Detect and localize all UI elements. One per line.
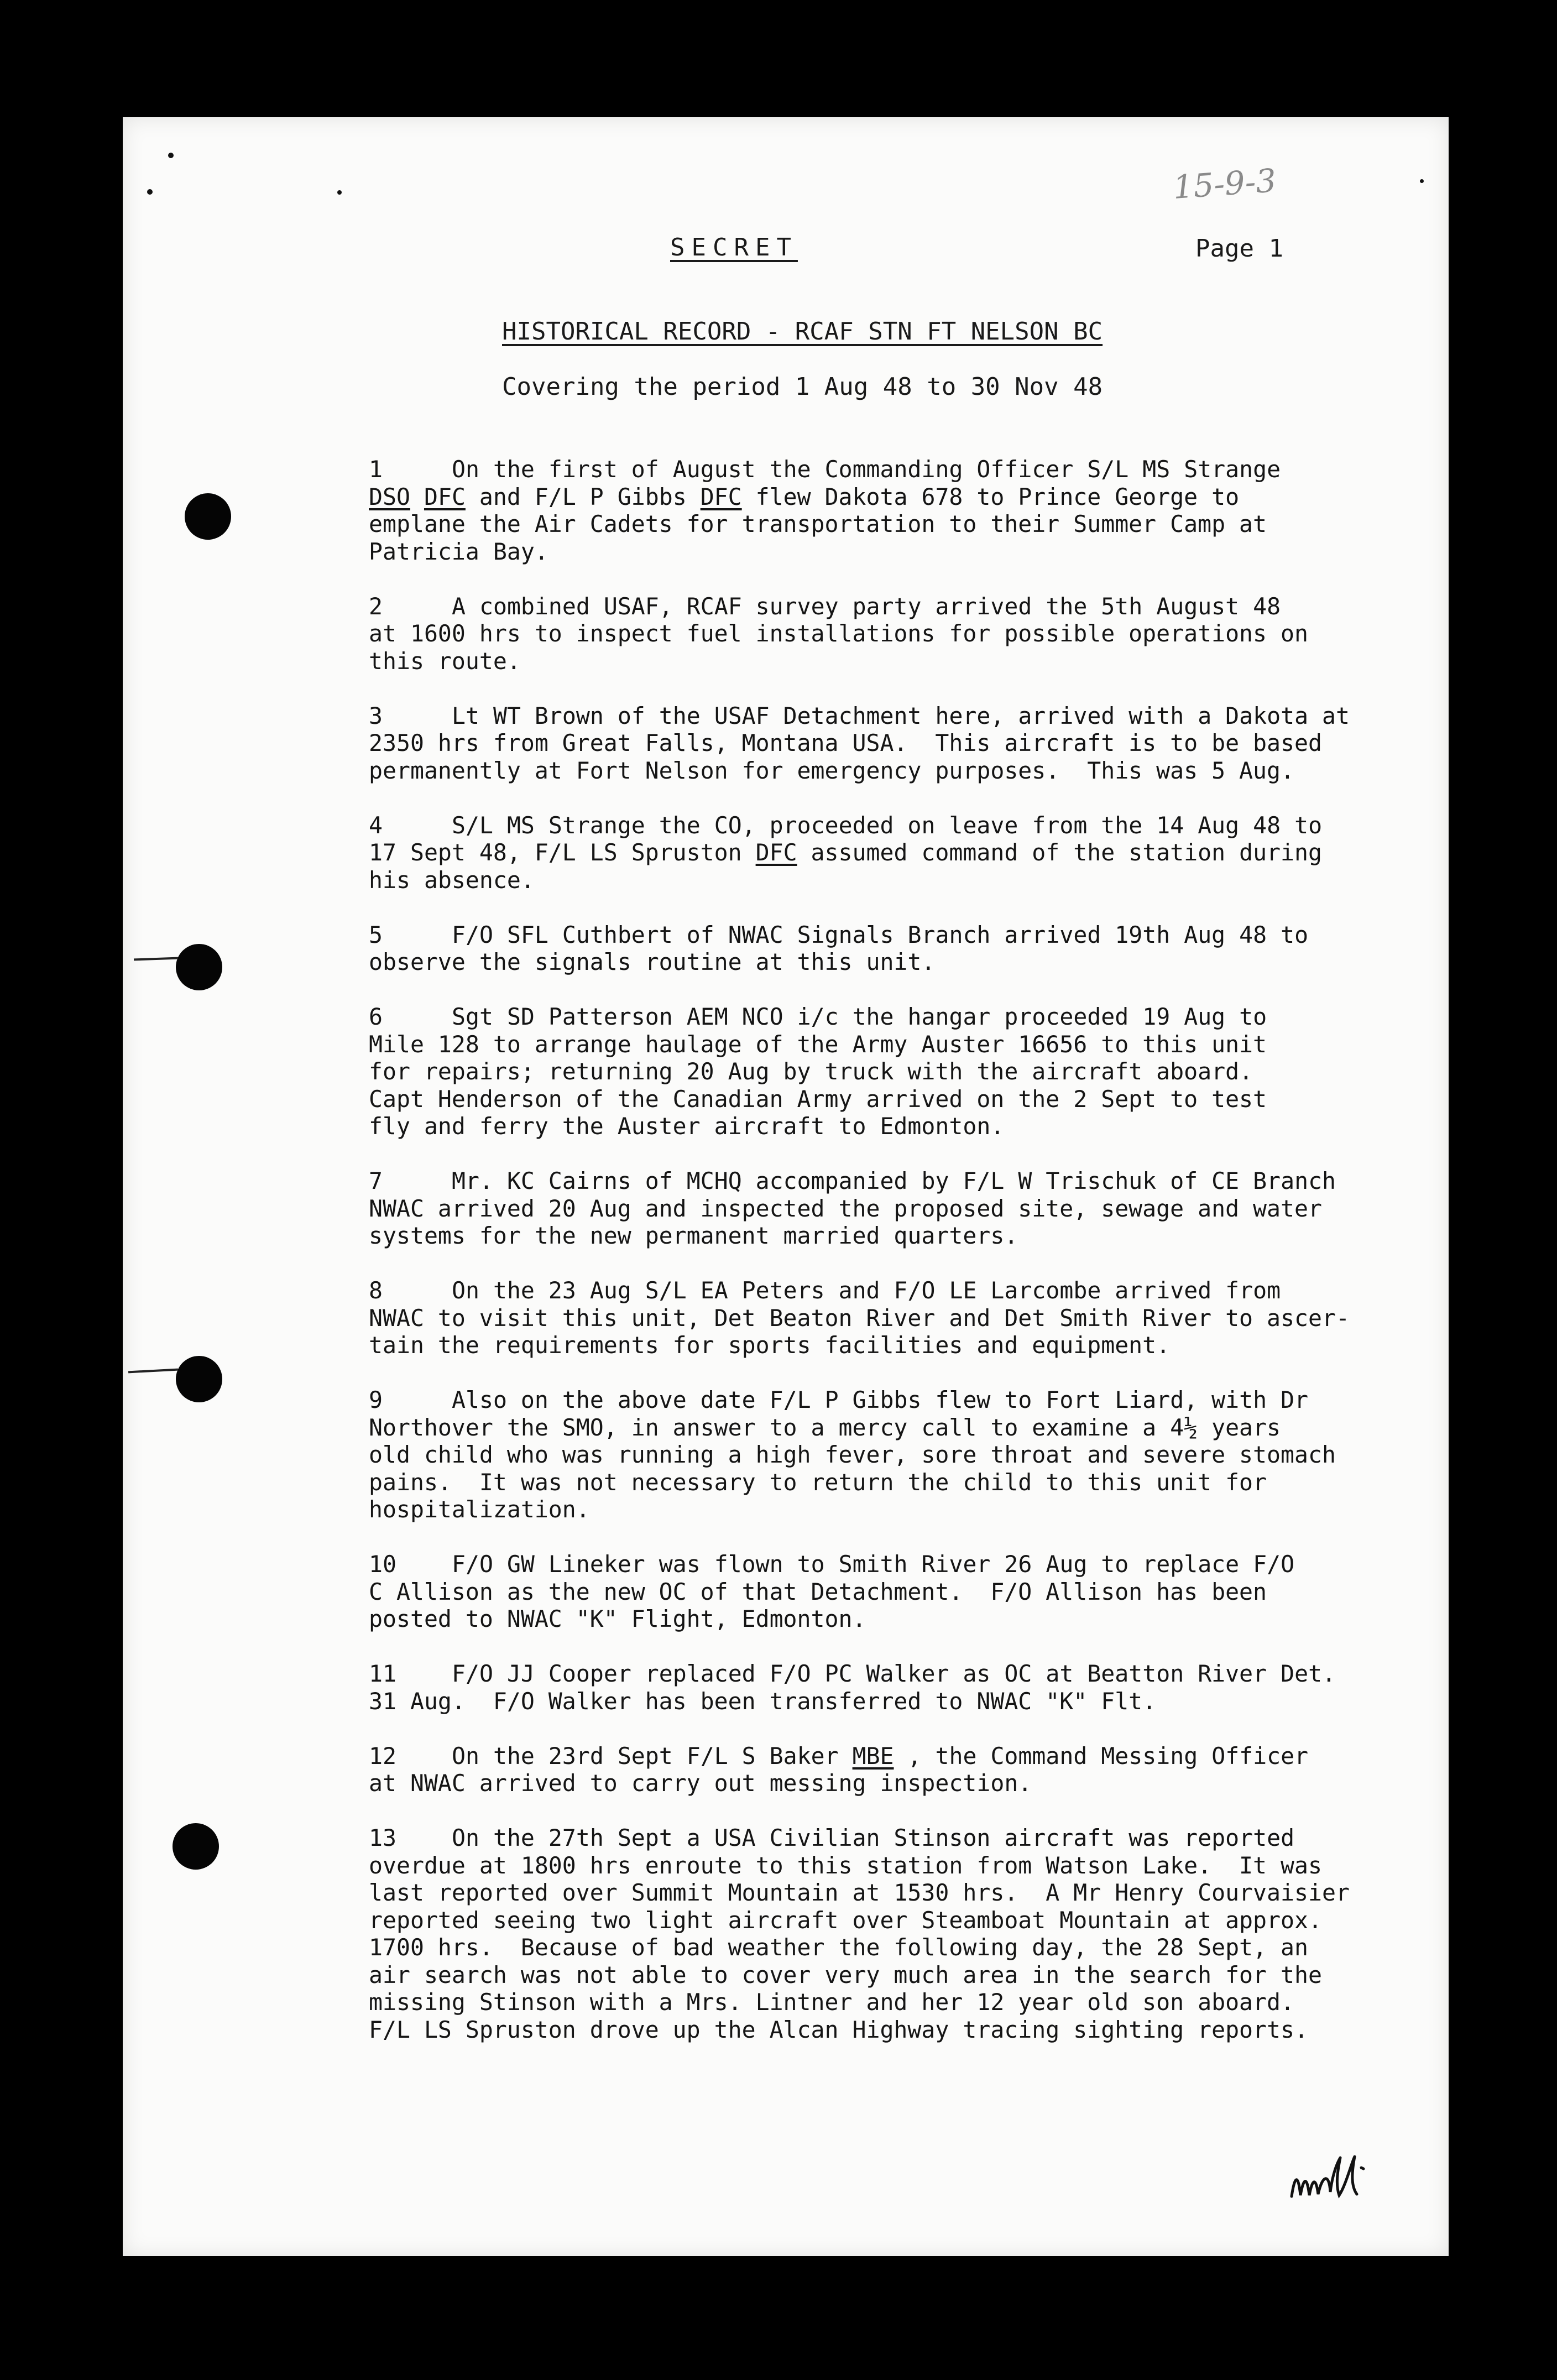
line-text: his absence. xyxy=(369,866,535,894)
handwritten-file-reference: 15-9-3 xyxy=(1172,161,1278,207)
security-classification: SECRET xyxy=(670,233,798,262)
line-text: S/L MS Strange the CO, proceeded on leave from the 14 Aug 48 to xyxy=(452,811,1323,839)
paragraph xyxy=(369,1386,1430,1523)
line-text: observe the signals routine at this unit. xyxy=(369,948,936,975)
paragraph-line xyxy=(369,1195,1430,1223)
paragraph-line xyxy=(369,593,1430,620)
paragraph-line xyxy=(369,1441,1430,1469)
line-text: NWAC arrived 20 Aug and inspected the proposed site, sewage and water xyxy=(369,1194,1322,1222)
line-text: this route. xyxy=(369,647,521,675)
line-text: permanently at Fort Nelson for emergency purposes. This was 5 Aug. xyxy=(369,756,1295,784)
paragraph-line xyxy=(369,812,1430,839)
honour-abbrev: DSO xyxy=(369,483,410,510)
line-text: Mr. KC Cairns of MCHQ accompanied by F/L W Trischuk of CE Branch xyxy=(452,1167,1336,1194)
paragraph-line xyxy=(369,510,1430,538)
paragraph-line xyxy=(369,1085,1430,1113)
line-text: Northover the SMO, in answer to a mercy call to examine a 4½ years xyxy=(369,1413,1281,1441)
line-text: last reported over Summit Mountain at 1530 hrs. A Mr Henry Courvaisier xyxy=(369,1879,1350,1906)
line-text: Lt WT Brown of the USAF Detachment here, arrived with a Dakota at xyxy=(452,702,1350,729)
speck xyxy=(1420,179,1424,183)
paragraph-number: 11 xyxy=(369,1660,396,1687)
paragraph-line xyxy=(369,1304,1430,1332)
paragraph xyxy=(369,1742,1430,1797)
paragraph xyxy=(369,1824,1430,2043)
paragraph-line xyxy=(369,1551,1430,1578)
paragraph xyxy=(369,1551,1430,1633)
paragraph-number: 4 xyxy=(369,811,383,839)
line-text: fly and ferry the Auster aircraft to Edmonton. xyxy=(369,1113,1005,1140)
paragraph-line xyxy=(369,839,1430,867)
paragraph xyxy=(369,1277,1430,1359)
line-text: 2350 hrs from Great Falls, Montana USA. This aircraft is to be based xyxy=(369,729,1322,756)
margin-mark xyxy=(128,1369,178,1374)
punch-hole xyxy=(185,493,231,540)
paragraph-number: 8 xyxy=(369,1277,383,1304)
paragraph-number: 1 xyxy=(369,456,383,483)
line-text: On the 27th Sept a USA Civilian Stinson aircraft was reported xyxy=(452,1824,1295,1851)
document-period: Covering the period 1 Aug 48 to 30 Nov 48 xyxy=(502,373,1103,401)
line-text: 17 Sept 48, F/L LS Spruston xyxy=(369,839,756,866)
paragraph-number: 2 xyxy=(369,592,383,620)
paragraph-number: 13 xyxy=(369,1824,396,1851)
line-text: old child who was running a high fever, sore throat and severe stomach xyxy=(369,1441,1336,1468)
paragraph-line xyxy=(369,483,1430,511)
paragraph-line xyxy=(369,1469,1430,1496)
line-text: tain the requirements for sports facilities and equipment. xyxy=(369,1332,1171,1359)
line-text: and F/L P Gibbs xyxy=(465,483,701,510)
paragraph-number: 5 xyxy=(369,921,383,948)
honour-abbrev: MBE xyxy=(852,1742,894,1770)
line-text: , the Command Messing Officer xyxy=(894,1742,1309,1770)
paragraph-line xyxy=(369,1058,1430,1085)
paragraph-line xyxy=(369,702,1430,730)
paragraph-number: 9 xyxy=(369,1386,383,1413)
speck xyxy=(168,153,174,158)
paragraph-line xyxy=(369,1578,1430,1606)
paragraph-line xyxy=(369,1688,1430,1715)
paragraph-line xyxy=(369,729,1430,757)
margin-mark xyxy=(134,957,178,961)
paragraph-line xyxy=(369,1852,1430,1880)
paragraph-line xyxy=(369,1496,1430,1523)
paragraph-line xyxy=(369,1414,1430,1442)
paragraph-line xyxy=(369,1113,1430,1140)
paragraph xyxy=(369,593,1430,675)
paragraph xyxy=(369,921,1430,976)
paragraph-line xyxy=(369,1332,1430,1359)
line-text: F/O GW Lineker was flown to Smith River 26 Aug to replace F/O xyxy=(452,1551,1295,1578)
punch-hole xyxy=(173,1823,219,1870)
paragraph-line xyxy=(369,1824,1430,1852)
paragraph-line xyxy=(369,1031,1430,1058)
line-text: C Allison as the new OC of that Detachment. F/O Allison has been xyxy=(369,1578,1267,1605)
paragraph-line xyxy=(369,1879,1430,1907)
paragraph-line xyxy=(369,1277,1430,1304)
paragraph-number: 12 xyxy=(369,1742,396,1770)
paragraph-number: 6 xyxy=(369,1003,383,1030)
paragraph-line xyxy=(369,1003,1430,1031)
line-text: A combined USAF, RCAF survey party arrived the 5th August 48 xyxy=(452,592,1281,620)
paragraph xyxy=(369,456,1430,565)
line-text: 31 Aug. F/O Walker has been transferred to NWAC "K" Flt. xyxy=(369,1687,1157,1715)
paragraph xyxy=(369,1167,1430,1250)
line-text: On the 23rd Sept F/L S Baker xyxy=(452,1742,853,1770)
paragraph-line xyxy=(369,1167,1430,1195)
paragraph-line xyxy=(369,620,1430,648)
line-text: Also on the above date F/L P Gibbs flew to Fort Liard, with Dr xyxy=(452,1386,1309,1413)
line-text: Capt Henderson of the Canadian Army arrived on the 2 Sept to test xyxy=(369,1085,1267,1113)
honour-abbrev: DFC xyxy=(755,839,797,866)
paragraph-line xyxy=(369,1770,1430,1797)
paragraph-line xyxy=(369,948,1430,976)
paragraph-number: 7 xyxy=(369,1167,383,1194)
line-text: On the 23 Aug S/L EA Peters and F/O LE Larcombe arrived from xyxy=(452,1277,1281,1304)
paragraph xyxy=(369,812,1430,894)
speck xyxy=(147,189,153,195)
paragraph-line xyxy=(369,1934,1430,1961)
document-page xyxy=(123,117,1449,2256)
line-text: systems for the new permanent married quarters. xyxy=(369,1222,1018,1249)
line-text: 1700 hrs. Because of bad weather the following day, the 28 Sept, an xyxy=(369,1934,1308,1961)
speck xyxy=(337,190,342,195)
line-text: F/L LS Spruston drove up the Alcan Highway tracing sighting reports. xyxy=(369,2016,1308,2043)
honour-abbrev: DFC xyxy=(424,483,466,510)
line-text: F/O SFL Cuthbert of NWAC Signals Branch arrived 19th Aug 48 to xyxy=(452,921,1309,948)
line-text: hospitalization. xyxy=(369,1496,590,1523)
line-text: NWAC to visit this unit, Det Beaton River and Det Smith River to ascer- xyxy=(369,1304,1350,1332)
paragraph-line xyxy=(369,1605,1430,1633)
line-text: flew Dakota 678 to Prince George to xyxy=(741,483,1240,510)
line-text: Patricia Bay. xyxy=(369,537,548,565)
line-text: at 1600 hrs to inspect fuel installations for possible operations on xyxy=(369,620,1308,647)
paragraph-line xyxy=(369,1988,1430,2016)
line-text: air search was not able to cover very much area in the search for the xyxy=(369,1961,1322,1988)
paragraph-line xyxy=(369,1660,1430,1688)
paragraph-line xyxy=(369,538,1430,566)
line-text xyxy=(410,483,424,510)
signature-initials xyxy=(1284,2152,1406,2213)
paragraph-line xyxy=(369,648,1430,675)
line-text: overdue at 1800 hrs enroute to this station from Watson Lake. It was xyxy=(369,1851,1322,1879)
document-title: HISTORICAL RECORD - RCAF STN FT NELSON BC xyxy=(502,317,1103,346)
paragraph-line xyxy=(369,757,1430,785)
line-text: assumed command of the station during xyxy=(797,839,1322,866)
paragraph xyxy=(369,1660,1430,1715)
paragraph-line xyxy=(369,921,1430,949)
line-text: for repairs; returning 20 Aug by truck with the aircraft aboard. xyxy=(369,1058,1253,1085)
paragraph-line xyxy=(369,1386,1430,1414)
paragraph xyxy=(369,1003,1430,1140)
punch-hole xyxy=(176,944,222,990)
line-text: pains. It was not necessary to return the child to this unit for xyxy=(369,1468,1267,1496)
punch-hole xyxy=(176,1356,222,1402)
paragraph-line xyxy=(369,867,1430,894)
page-number: Page 1 xyxy=(1195,234,1283,263)
line-text: missing Stinson with a Mrs. Lintner and her 12 year old son aboard. xyxy=(369,1988,1295,2016)
line-text: at NWAC arrived to carry out messing inspection. xyxy=(369,1770,1032,1797)
line-text: Sgt SD Patterson AEM NCO i/c the hangar proceeded 19 Aug to xyxy=(452,1003,1267,1030)
line-text: F/O JJ Cooper replaced F/O PC Walker as OC at Beatton River Det. xyxy=(452,1660,1336,1687)
line-text: emplane the Air Cadets for transportation to their Summer Camp at xyxy=(369,510,1267,537)
document-body xyxy=(369,456,1430,2071)
line-text: On the first of August the Commanding Officer S/L MS Strange xyxy=(452,456,1281,483)
paragraph-line xyxy=(369,1907,1430,1934)
paragraph-line xyxy=(369,1742,1430,1770)
paragraph xyxy=(369,702,1430,785)
paragraph-line xyxy=(369,456,1430,483)
paragraph-number: 10 xyxy=(369,1551,396,1578)
honour-abbrev: DFC xyxy=(700,483,742,510)
paragraph-line xyxy=(369,1222,1430,1250)
line-text: Mile 128 to arrange haulage of the Army Auster 16656 to this unit xyxy=(369,1030,1267,1058)
paragraph-line xyxy=(369,2016,1430,2044)
line-text: reported seeing two light aircraft over Steamboat Mountain at approx. xyxy=(369,1906,1322,1934)
line-text: posted to NWAC "K" Flight, Edmonton. xyxy=(369,1605,866,1632)
paragraph-number: 3 xyxy=(369,702,383,729)
paragraph-line xyxy=(369,1961,1430,1989)
